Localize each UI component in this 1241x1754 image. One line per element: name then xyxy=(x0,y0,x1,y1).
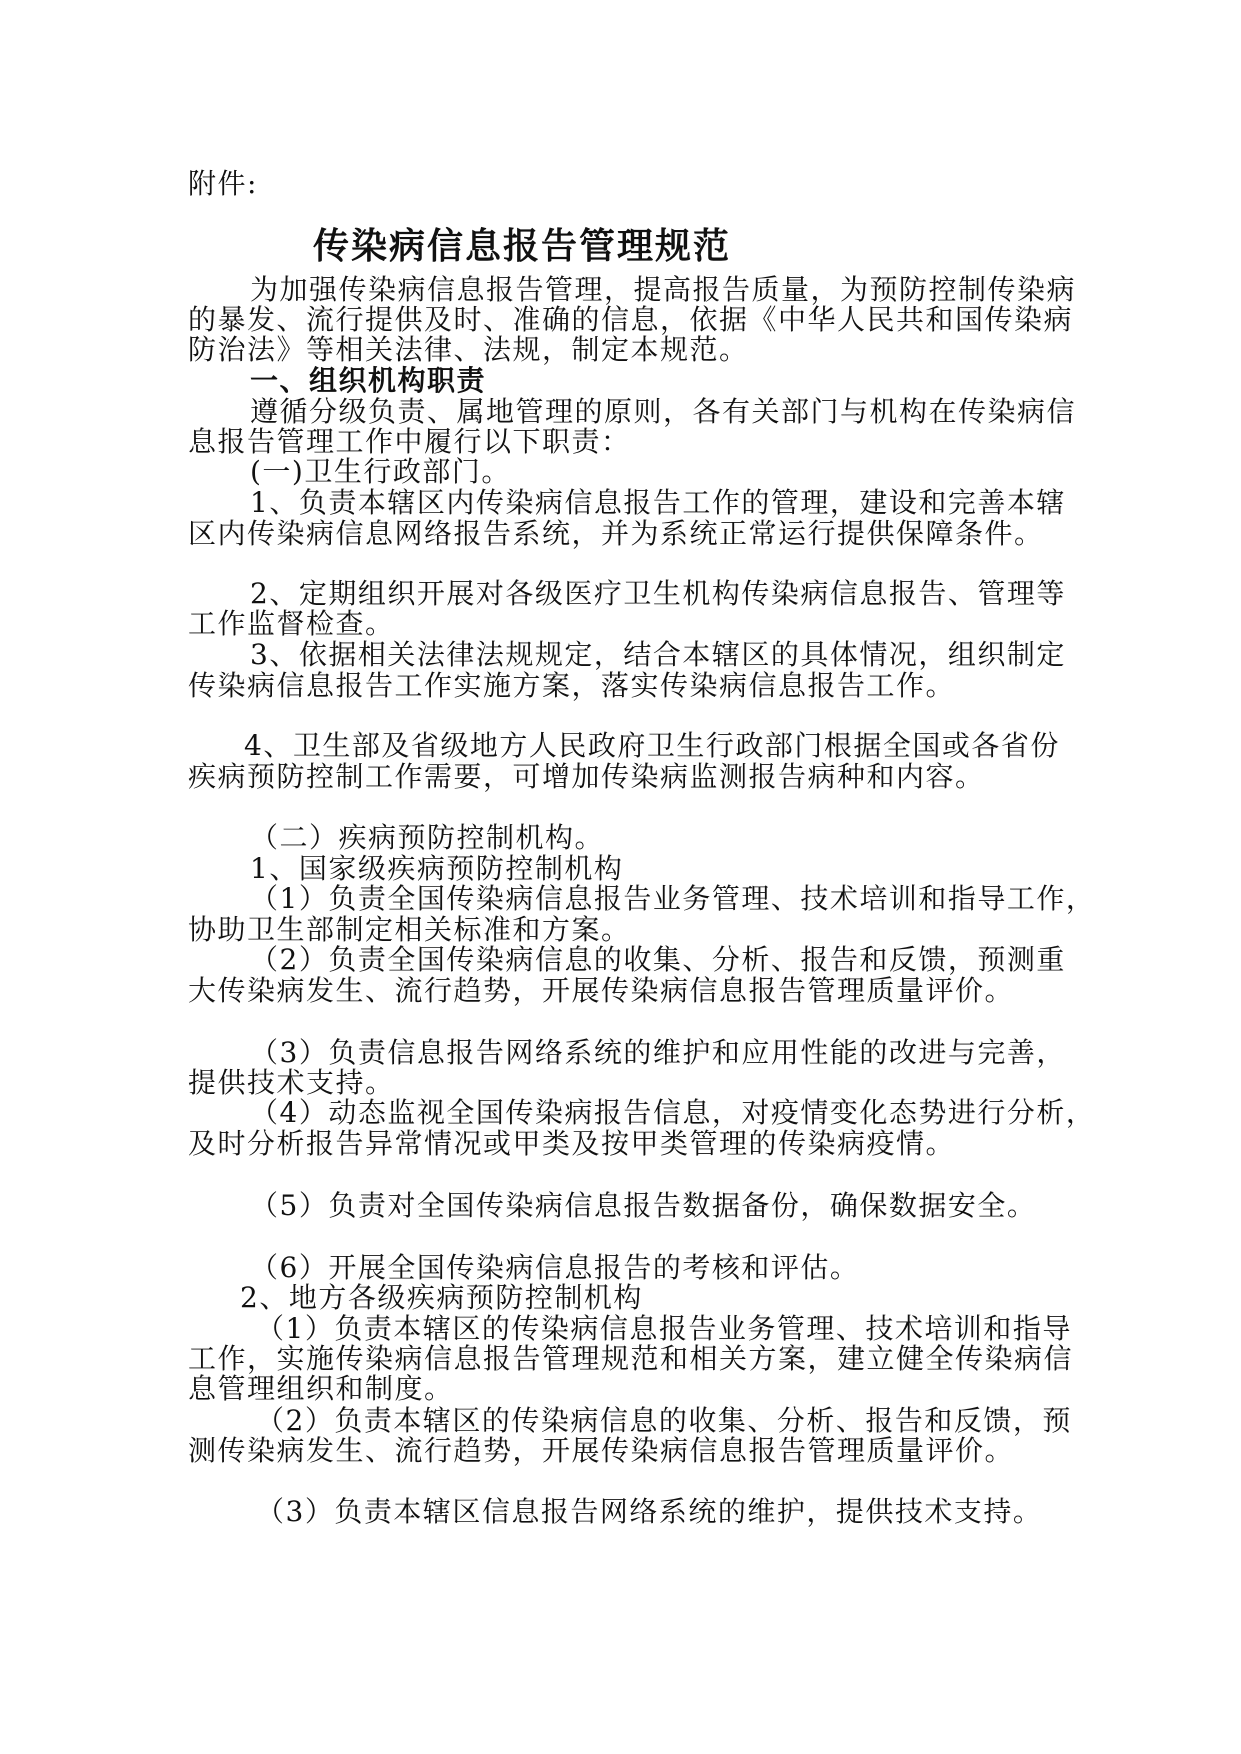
paragraph-line: 息报告管理工作中履行以下职责： xyxy=(188,425,631,458)
paragraph-line: 为加强传染病信息报告管理，提高报告质量，为预防控制传染病 xyxy=(250,273,1077,306)
paragraph-line: 1、负责本辖区内传染病信息报告工作的管理，建设和完善本辖 xyxy=(250,486,1066,519)
paragraph-line: （6）开展全国传染病信息报告的考核和评估。 xyxy=(250,1251,860,1284)
attachment-label: 附件: xyxy=(188,167,258,200)
paragraph-line: 及时分析报告异常情况或甲类及按甲类管理的传染病疫情。 xyxy=(188,1127,956,1160)
paragraph-line: （1）负责本辖区的传染病信息报告业务管理、技术培训和指导 xyxy=(256,1312,1072,1345)
subsection-heading: （二）疾病预防控制机构。 xyxy=(250,821,605,854)
paragraph-line: （4）动态监视全国传染病报告信息，对疫情变化态势进行分析， xyxy=(250,1096,1096,1129)
paragraph-line: （2）负责全国传染病信息的收集、分析、报告和反馈，预测重 xyxy=(250,943,1066,976)
subsection-heading: (一)卫生行政部门。 xyxy=(250,455,511,488)
paragraph-line: 疾病预防控制工作需要，可增加传染病监测报告病种和内容。 xyxy=(188,760,985,793)
paragraph-line: 3、依据相关法律法规规定，结合本辖区的具体情况，组织制定 xyxy=(250,638,1066,671)
paragraph-line: 提供技术支持。 xyxy=(188,1066,395,1099)
page-title: 传染病信息报告管理规范 xyxy=(313,225,732,267)
paragraph-line: 区内传染病信息网络报告系统，并为系统正常运行提供保障条件。 xyxy=(188,517,1044,550)
paragraph-line: 传染病信息报告工作实施方案，落实传染病信息报告工作。 xyxy=(188,669,956,702)
paragraph-line: 2、定期组织开展对各级医疗卫生机构传染病信息报告、管理等 xyxy=(250,577,1066,610)
paragraph-line: （3）负责本辖区信息报告网络系统的维护，提供技术支持。 xyxy=(256,1495,1043,1528)
paragraph-line: （1）负责全国传染病信息报告业务管理、技术培训和指导工作， xyxy=(250,882,1096,915)
paragraph-line: （5）负责对全国传染病信息报告数据备份，确保数据安全。 xyxy=(250,1189,1037,1222)
paragraph-line: 大传染病发生、流行趋势，开展传染病信息报告管理质量评价。 xyxy=(188,974,1015,1007)
paragraph-line: 1、国家级疾病预防控制机构 xyxy=(250,852,624,885)
paragraph-line: 测传染病发生、流行趋势，开展传染病信息报告管理质量评价。 xyxy=(188,1434,1015,1467)
paragraph-line: 遵循分级负责、属地管理的原则，各有关部门与机构在传染病信 xyxy=(250,395,1077,428)
paragraph-line: 的暴发、流行提供及时、准确的信息，依据《中华人民共和国传染病 xyxy=(188,303,1074,336)
paragraph-line: （2）负责本辖区的传染病信息的收集、分析、报告和反馈，预 xyxy=(256,1404,1072,1437)
section-heading: 一、组织机构职责 xyxy=(250,364,487,397)
paragraph-line: 4、卫生部及省级地方人民政府卫生行政部门根据全国或各省份 xyxy=(244,729,1060,762)
paragraph-line: 工作监督检查。 xyxy=(188,607,395,640)
paragraph-line: 协助卫生部制定相关标准和方案。 xyxy=(188,913,631,946)
paragraph-line: 2、地方各级疾病预防控制机构 xyxy=(240,1281,643,1314)
paragraph-line: （3）负责信息报告网络系统的维护和应用性能的改进与完善， xyxy=(250,1036,1066,1069)
paragraph-line: 防治法》等相关法律、法规，制定本规范。 xyxy=(188,333,749,366)
paragraph-line: 息管理组织和制度。 xyxy=(188,1372,454,1405)
paragraph-line: 工作，实施传染病信息报告管理规范和相关方案，建立健全传染病信 xyxy=(188,1342,1074,1375)
